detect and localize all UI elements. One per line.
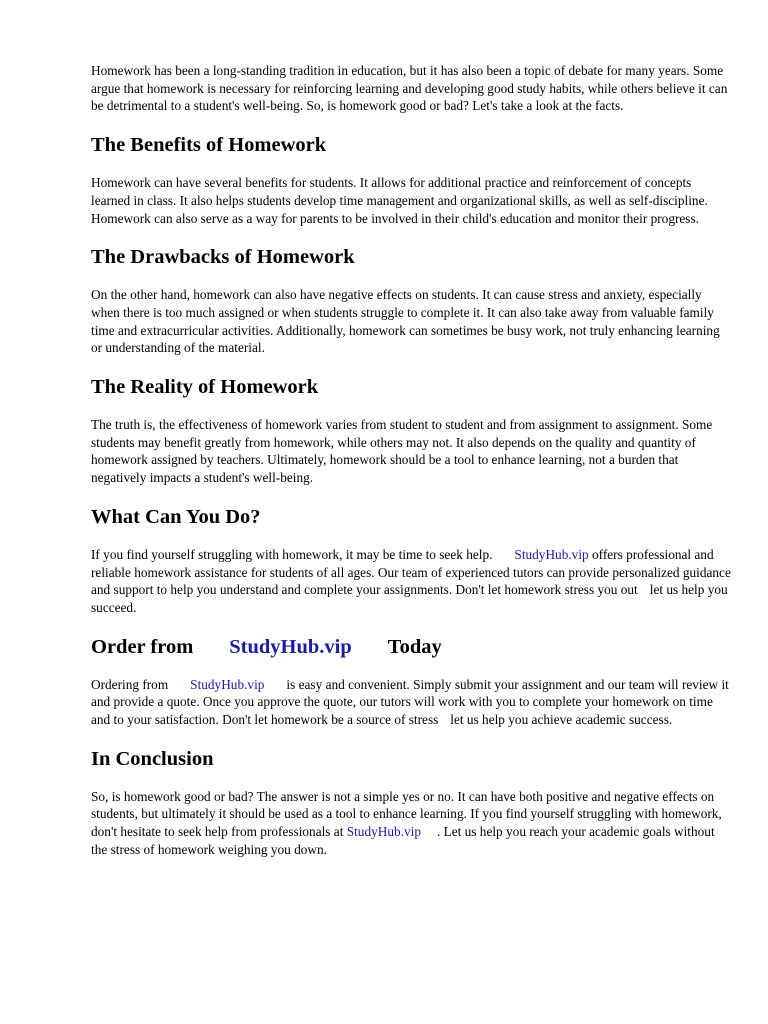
reality-heading: The Reality of Homework (91, 376, 319, 399)
studyhub-link[interactable]: StudyHub.vip (514, 546, 589, 562)
conclusion-paragraph (91, 788, 731, 859)
benefits-paragraph: Homework can have several benefits for students. It allows for additional practice and reinforcement of concepts learned in class. It also helps students develop time management and organizational skills, as well as self-discipline. Homework can also serve as a way for parents to be involved in their child's education and monitor their progress. (91, 175, 708, 226)
intro-paragraph: Homework has been a long-standing tradition in education, but it has also been a topic of debate for many years. Some argue that homework is necessary for reinforcing learning and developing good study habits, while others believe it can be detrimental to a student's well-being. So, is homework good or bad? Let's take a look at the facts. (91, 63, 728, 114)
conclusion-text-after-link: . Let us help you reach your academic goals without the stress of homework weighing you down. (91, 824, 715, 857)
conclusion-heading: In Conclusion (91, 747, 214, 770)
order-studyhub-link[interactable]: StudyHub.vip (190, 676, 265, 692)
order-text-end: let us help you achieve academic success. (450, 712, 673, 728)
benefits-heading: The Benefits of Homework (91, 134, 327, 157)
drawbacks-heading: The Drawbacks of Homework (91, 246, 355, 269)
what-text-before-link: If you find yourself struggling with homework, it may be time to seek help. (91, 546, 493, 562)
document-page (91, 62, 731, 859)
what-can-you-do-heading: What Can You Do? (91, 505, 261, 528)
conclusion-text-before-link: So, is homework good or bad? The answer is not a simple yes or no. It can have both positive and negative effects on students, but ultimately it should be used as a tool to enhance learning. If you find yourself struggling with homework, don't hesitate to seek help from professionals at (91, 788, 722, 840)
order-heading-after: Today (387, 635, 442, 658)
conclusion-studyhub-link[interactable]: StudyHub.vip (346, 824, 421, 840)
order-paragraph (91, 676, 731, 729)
order-heading-before: Order from (91, 635, 194, 658)
drawbacks-paragraph: On the other hand, homework can also have negative effects on students. It can cause stress and anxiety, especially when there is too much assigned or when students struggle to complete it. It can also take away from valuable family time and extracurricular activities. Additionally, homework can sometimes be busy work, not truly enhancing learning or understanding of the material. (91, 287, 720, 356)
order-heading-link[interactable]: StudyHub.vip (229, 635, 352, 658)
order-heading (91, 634, 731, 660)
what-text-after-link: offers professional and reliable homework assistance for students of all ages. Our team of experienced tutors can provide personalized guidance and support to help you understand and complete your assignments. Don't let homework stress you out (91, 546, 731, 598)
what-can-you-do-paragraph (91, 546, 731, 617)
order-text-before-link: Ordering from (91, 676, 169, 692)
reality-paragraph: The truth is, the effectiveness of homework varies from student to student and from assignment to assignment. Some students may benefit greatly from homework, while others may not. It also depends on the quality and quantity of homework assigned by teachers. Ultimately, homework should be a tool to enhance learning, not a burden that negatively impacts a student's well-being. (91, 417, 713, 486)
what-text-end: let us help you succeed. (91, 582, 728, 615)
order-text-after-link: is easy and convenient. Simply submit your assignment and our team will review it and provide a quote. Once you approve the quote, our tutors will work with you to complete your homework on time and to your satisfaction. Don't let homework be a source of stress (91, 676, 729, 728)
